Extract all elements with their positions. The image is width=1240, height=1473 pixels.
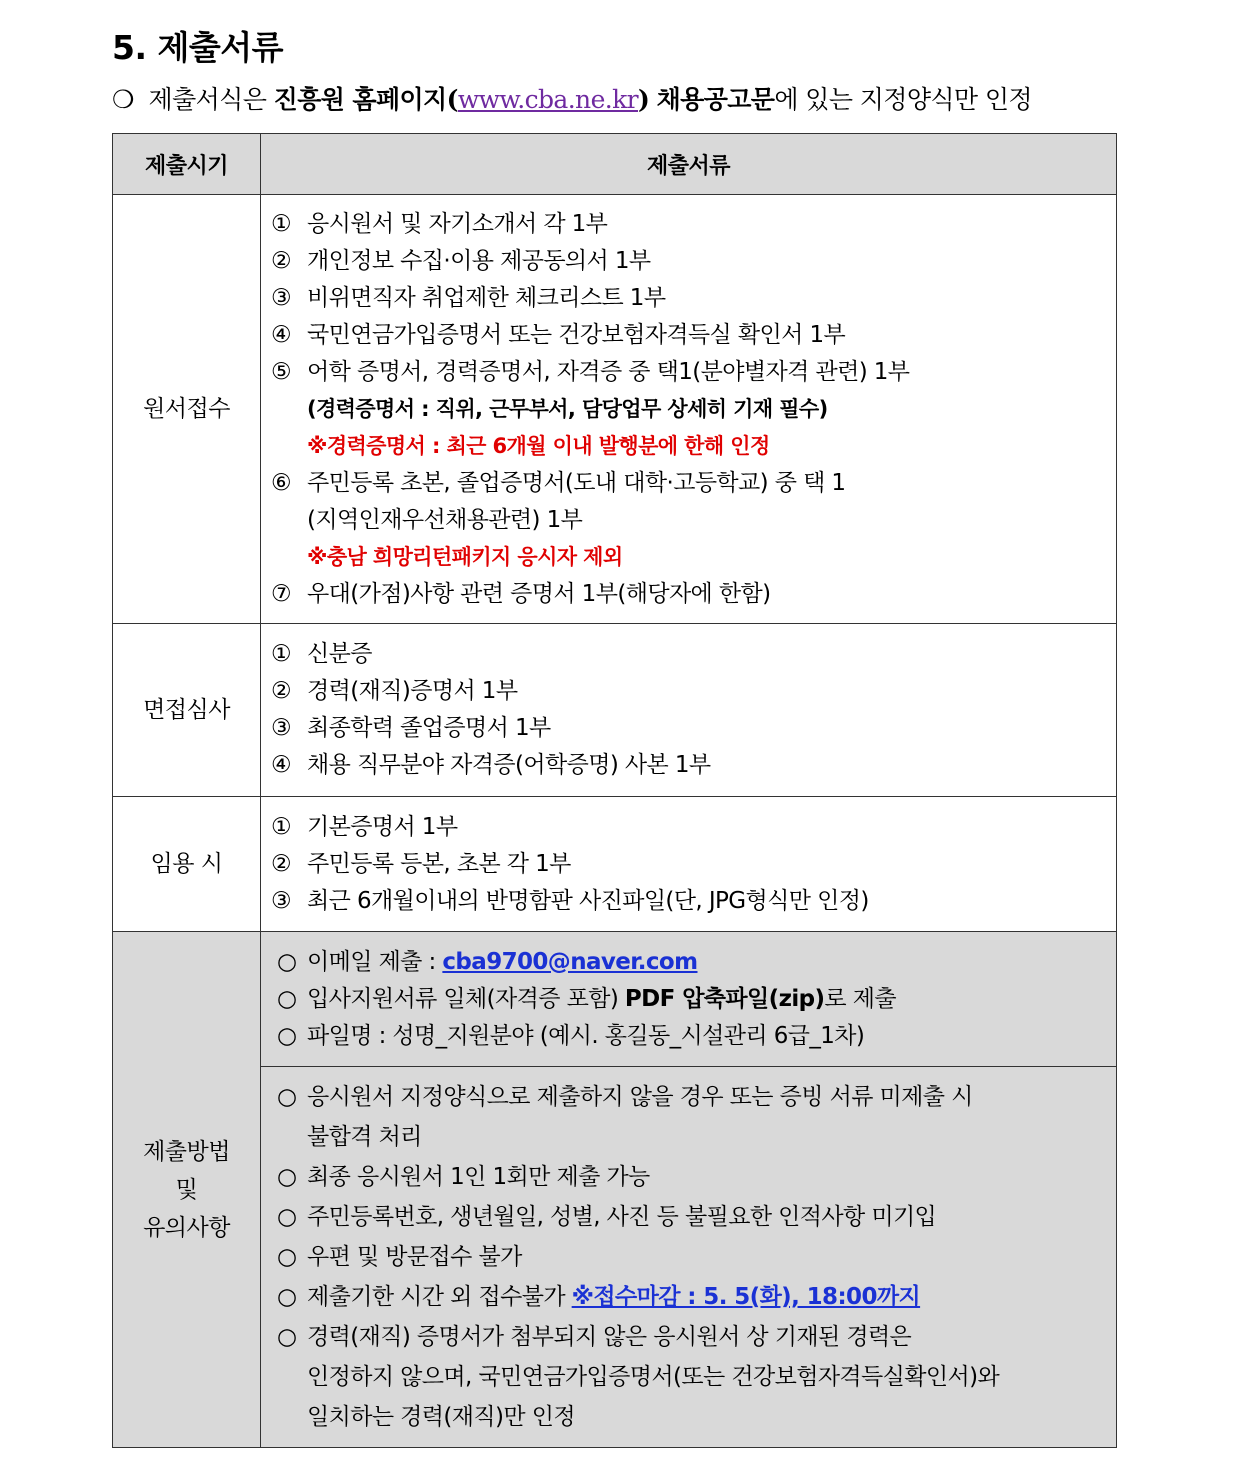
intro-org: 진흥원 홈페이지( xyxy=(273,85,458,114)
item6-warning: ※충남 희망리턴패키지 응시자 제외 xyxy=(307,544,623,569)
section-title: 5. 제출서류 xyxy=(112,28,283,67)
item6-continuation: (지역인재우선채용관련) 1부 xyxy=(307,506,583,533)
note-continuation: 일치하는 경력(재직)만 인정 xyxy=(307,1404,575,1430)
note-item: ○ 경력(재직) 증명서가 첨부되지 않은 응시원서 상 기재된 경력은 xyxy=(277,1324,912,1350)
intro-line xyxy=(112,80,1122,116)
header-when: 제출시기 xyxy=(113,134,261,195)
table-row-interview xyxy=(113,624,1117,797)
list-item: ② 주민등록 등본, 초본 각 1부 xyxy=(271,850,571,877)
deadline-text: ※접수마감 : 5. 5(화), 18:00까지 xyxy=(571,1284,921,1310)
list-item: ④ 국민연금가입증명서 또는 건강보험자격득실 확인서 1부 xyxy=(271,321,846,348)
list-item: ③ 최근 6개월이내의 반명함판 사진파일(단, JPG형식만 인정) xyxy=(271,887,869,914)
website-link[interactable]: www.cba.ne.kr xyxy=(457,85,639,114)
list-item: ④ 채용 직무분야 자격증(어학증명) 사본 1부 xyxy=(271,752,711,778)
list-item: ② 경력(재직)증명서 1부 xyxy=(271,678,518,704)
table-header-row xyxy=(113,134,1117,195)
item5-note: (경력증명서 : 직위, 근무부서, 담당업무 상세히 기재 필수) xyxy=(307,396,828,421)
note-item: ○ 주민등록번호, 생년월일, 성별, 사진 등 불필요한 인적사항 미기입 xyxy=(277,1204,937,1230)
documents-table xyxy=(112,133,1117,1448)
note-item: ○ 최종 응시원서 1인 1회만 제출 가능 xyxy=(277,1164,650,1190)
intro-close: ) xyxy=(638,85,650,114)
note-item: ○ 우편 및 방문접수 불가 xyxy=(277,1244,522,1270)
method-label-3: 유의사항 xyxy=(143,1214,230,1241)
table-row-method-b xyxy=(113,1067,1117,1448)
method-label-2: 및 xyxy=(175,1176,198,1203)
list-item: ⑦ 우대(가점)사항 관련 증명서 1부(해당자에 한함) xyxy=(271,580,771,607)
row-docs-application xyxy=(261,195,1117,624)
note-continuation: 인정하지 않으며, 국민연금가입증명서(또는 건강보험자격득실확인서)와 xyxy=(307,1364,1000,1390)
note-continuation: 불합격 처리 xyxy=(307,1124,422,1150)
intro-bullet: ❍ xyxy=(112,85,134,114)
intro-notice: 채용공고문 xyxy=(656,85,775,114)
row-docs-appointment xyxy=(261,797,1117,932)
list-item: ⑥ 주민등록 초본, 졸업증명서(도내 대학·고등학교) 중 택 1 xyxy=(271,469,846,496)
email-link[interactable]: cba9700@naver.com xyxy=(442,948,698,975)
method-label-1: 제출방법 xyxy=(143,1138,230,1165)
list-item: ② 개인정보 수집·이용 제공동의서 1부 xyxy=(271,247,651,274)
row-label-interview: 면접심사 xyxy=(113,624,261,797)
table-row-appointment xyxy=(113,797,1117,932)
notes-cell xyxy=(261,1067,1117,1448)
submission-method-cell xyxy=(261,932,1117,1067)
note-item: ○ 제출기한 시간 외 접수불가 ※접수마감 : 5. 5(화), 18:00까지 xyxy=(277,1284,921,1310)
row-label-method xyxy=(113,932,261,1448)
table-row-method-a xyxy=(113,932,1117,1067)
table-row-application xyxy=(113,195,1117,624)
intro-post: 에 있는 지정양식만 인정 xyxy=(774,85,1032,114)
header-docs: 제출서류 xyxy=(261,134,1117,195)
list-item: ③ 최종학력 졸업증명서 1부 xyxy=(271,715,551,741)
list-item: ① 신분증 xyxy=(271,641,372,667)
list-item: ③ 비위면직자 취업제한 체크리스트 1부 xyxy=(271,284,666,311)
item5-warning: ※경력증명서 : 최근 6개월 이내 발행분에 한해 인정 xyxy=(307,433,770,458)
row-label-application: 원서접수 xyxy=(113,195,261,624)
filename-item: ○ 파일명 : 성명_지원분야 (예시. 홍길동_시설관리 6급_1차) xyxy=(277,1022,865,1049)
intro-pre: 제출서식은 xyxy=(148,85,267,114)
list-item: ⑤ 어학 증명서, 경력증명서, 자격증 중 택1(분야별자격 관련) 1부 xyxy=(271,358,910,385)
note-item: ○ 응시원서 지정양식으로 제출하지 않을 경우 또는 증빙 서류 미제출 시 xyxy=(277,1084,973,1110)
list-item: ① 기본증명서 1부 xyxy=(271,813,458,840)
email-item: ○ 이메일 제출 : cba9700@naver.com xyxy=(277,948,698,975)
row-docs-interview xyxy=(261,624,1117,797)
row-label-appointment: 임용 시 xyxy=(113,797,261,932)
zip-item: ○ 입사지원서류 일체(자격증 포함) PDF 압축파일(zip)로 제출 xyxy=(277,985,896,1012)
list-item: ① 응시원서 및 자기소개서 각 1부 xyxy=(271,210,608,237)
